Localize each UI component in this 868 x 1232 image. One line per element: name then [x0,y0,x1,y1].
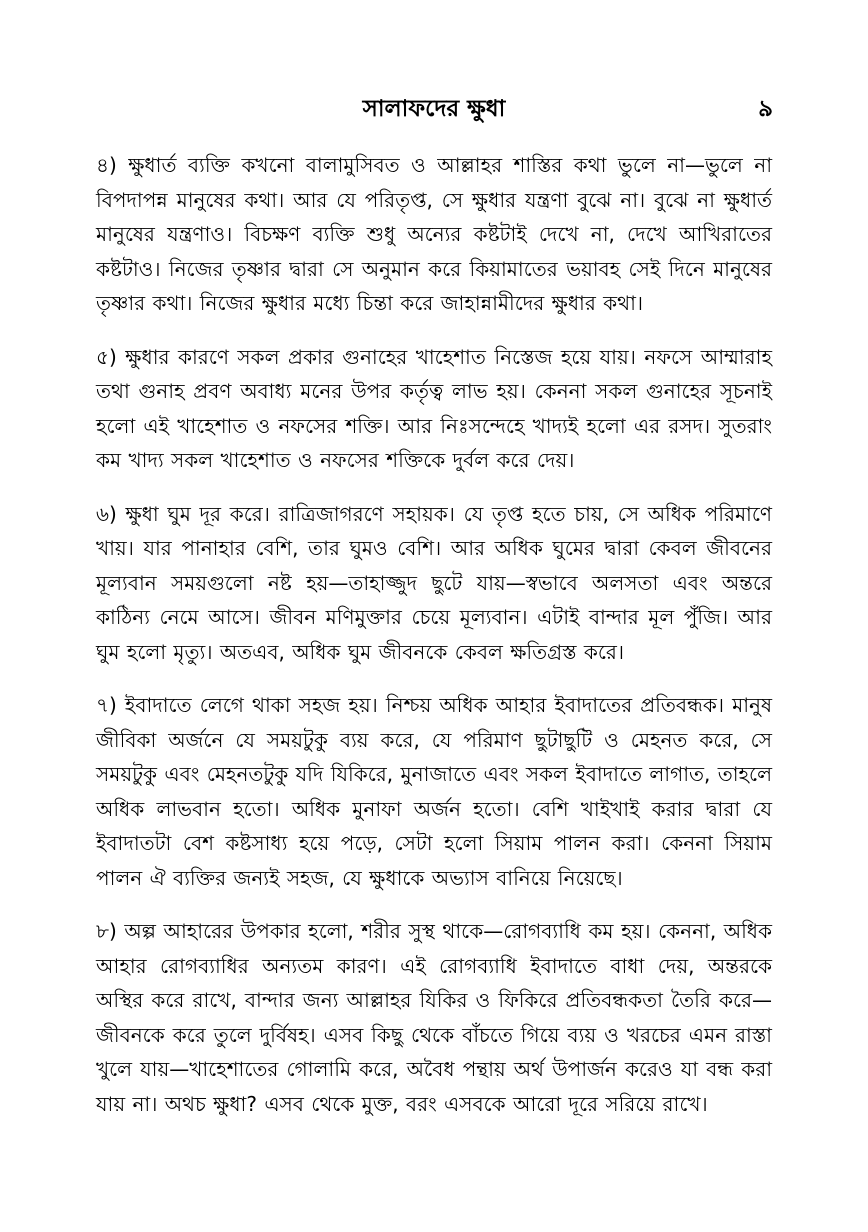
paragraph-8: ৮) অল্প আহারের উপকার হলো, শরীর সুস্থ থাকে—রোগব্যাধি কম হয়। কেননা, অধিক আহার রোগব্যাধির অন্যতম কারণ। এই রোগব্যাধি ইবাদাতে বাধা দেয়, অন্তরকে অস্থির করে রাখে, বান্দার জন্য আল্লাহর যিকির ও ফিকিরে প্রতিবন্ধকতা তৈরি করে—জীবনকে করে তুলে দুর্বিষহ। এসব কিছু থেকে বাঁচতে গিয়ে ব্যয় ও খরচের এমন রাস্তা খুলে যায়—খাহেশাতের গোলামি করে, অবৈধ পন্থায় অর্থ উপার্জন করেও যা বন্ধ করা যায় না। অথচ ক্ষুধা? এসব থেকে মুক্ত, বরং এসবকে আরো দূরে সরিয়ে রাখে। [96,919,772,1116]
paragraph-4: ৪) ক্ষুধার্ত ব্যক্তি কখনো বালামুসিবত ও আল্লাহর শাস্তির কথা ভুলে না—ভুলে না বিপদাপন্ন মানুষের কথা। আর যে পরিতৃপ্ত, সে ক্ষুধার যন্ত্রণা বুঝে না। বুঝে না ক্ষুধার্ত মানুষের যন্ত্রণাও। বিচক্ষণ ব্যক্তি শুধু অন্যের কষ্টটাই দেখে না, দেখে আখিরাতের কষ্টটাও। নিজের তৃষ্ণার দ্বারা সে অনুমান করে কিয়ামাতের ভয়াবহ সেই দিনে মানুষের তৃষ্ণার কথা। নিজের ক্ষুধার মধ্যে চিন্তা করে জাহান্নামীদের ক্ষুধার কথা। [96,153,772,315]
page-number: ৯ [758,96,773,122]
paragraph-6: ৬) ক্ষুধা ঘুম দূর করে। রাত্রিজাগরণে সহায়ক। যে তৃপ্ত হতে চায়, সে অধিক পরিমাণে খায়। যার পানাহার বেশি, তার ঘুমও বেশি। আর অধিক ঘুমের দ্বারা কেবল জীবনের মূল্যবান সময়গুলো নষ্ট হয়—তাহাজ্জুদ ছুটে যায়—স্বভাবে অলসতা এবং অন্তরে কাঠিন্য নেমে আসে। জীবন মণিমুক্তার চেয়ে মূল্যবান। এটাই বান্দার মূল পুঁজি। আর ঘুম হলো মৃত্যু। অতএব, অধিক ঘুম জীবনকে কেবল ক্ষতিগ্রস্ত করে। [96,501,772,664]
paragraph-7: ৭) ইবাদাতে লেগে থাকা সহজ হয়। নিশ্চয় অধিক আহার ইবাদাতের প্রতিবন্ধক। মানুষ জীবিকা অর্জনে যে সময়টুকু ব্যয় করে, যে পরিমাণ ছুটাছুটি ও মেহনত করে, সে সময়টুকু এবং মেহনতটুকু যদি যিকিরে, মুনাজাতে এবং সকল ইবাদাতে লাগাত, তাহলে অধিক লাভবান হতো। অধিক মুনাফা অর্জন হতো। বেশি খাইখাই করার দ্বারা যে ইবাদাতটা বেশ কষ্টসাধ্য হয়ে পড়ে, সেটা হলো সিয়াম পালন করা। কেননা সিয়াম পালন ঐ ব্যক্তির জন্যই সহজ, যে ক্ষুধাকে অভ্যাস বানিয়ে নিয়েছে। [96,693,772,890]
running-title: সালাফদের ক্ষুধা [362,96,506,122]
body-text [96,148,772,1140]
paragraph-5: ৫) ক্ষুধার কারণে সকল প্রকার গুনাহের খাহেশাত নিস্তেজ হয়ে যায়। নফসে আম্মারাহ তথা গুনাহ প্রবণ অবাধ্য মনের উপর কর্তৃত্ব লাভ হয়। কেননা সকল গুনাহের সূচনাই হলো এই খাহেশাত ও নফসের শক্তি। আর নিঃসন্দেহে খাদ্যই হলো এর রসদ। সুতরাং কম খাদ্য সকল খাহেশাত ও নফসের শক্তিকে দুর্বল করে দেয়। [96,344,772,472]
page-header [95,86,773,126]
